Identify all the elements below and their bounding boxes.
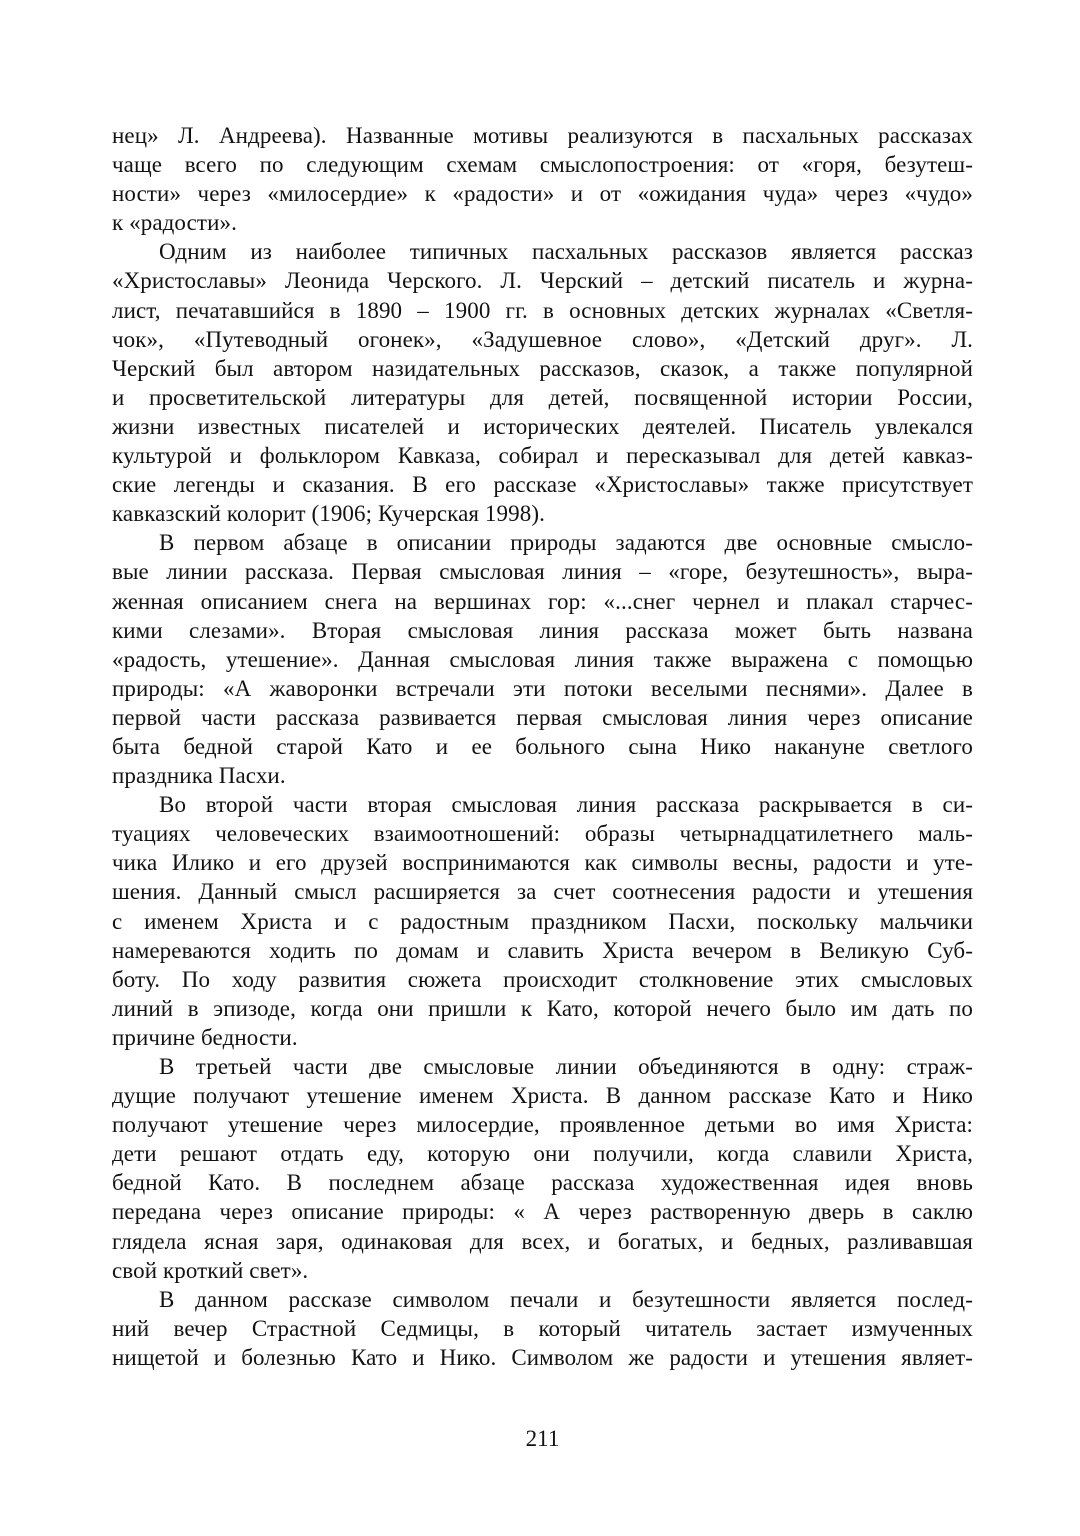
text-line: причине бедности. bbox=[112, 1024, 298, 1050]
text-line: и просветительской литературы для детей, посвященной истории России, bbox=[112, 384, 973, 410]
text-line: свой кроткий свет». bbox=[112, 1257, 309, 1283]
paragraph bbox=[112, 1052, 973, 1285]
text-line: нец» Л. Андреева). Названные мотивы реализуются в пасхальных рассказах bbox=[112, 123, 973, 148]
paragraph bbox=[112, 528, 973, 790]
text-line: кими слезами». Вторая смысловая линия рассказа может быть названа bbox=[112, 617, 973, 643]
text-line: кавказский колорит (1906; Кучерская 1998). bbox=[112, 501, 545, 527]
text-line: В данном рассказе символом печали и безутешности является послед- bbox=[159, 1286, 973, 1312]
text-line: шения. Данный смысл расширяется за счет соотнесения радости и утешения bbox=[112, 879, 973, 905]
text-line: Одним из наиболее типичных пасхальных рассказов является рассказ bbox=[159, 239, 973, 265]
paragraph bbox=[112, 237, 973, 528]
text-line: ний вечер Страстной Седмицы, в который читатель застает измученных bbox=[112, 1315, 973, 1341]
text-line: чаще всего по следующим схемам смыслопостроения: от «горя, безутеш- bbox=[112, 152, 973, 178]
text-line: передана через описание природы: « А через растворенную дверь в саклю bbox=[112, 1199, 973, 1225]
text-line: получают утешение через милосердие, проявленное детьми во имя Христа: bbox=[112, 1112, 973, 1138]
text-line: В первом абзаце в описании природы задаются две основные смысло- bbox=[159, 530, 973, 556]
paragraph bbox=[112, 790, 973, 1052]
text-line: ские легенды и сказания. В его рассказе «Христославы» также присутствует bbox=[112, 472, 973, 498]
text-block bbox=[112, 121, 973, 1372]
text-line: боту. По ходу развития сюжета происходит столкновение этих смысловых bbox=[112, 966, 973, 992]
text-line: нищетой и болезнью Като и Нико. Символом же радости и утешения являет- bbox=[112, 1344, 973, 1370]
text-line: «радость, утешение». Данная смысловая линия также выражена с помощью bbox=[112, 646, 973, 672]
paragraph bbox=[112, 121, 973, 237]
text-line: ности» через «милосердие» к «радости» и от «ожидания чуда» через «чудо» bbox=[112, 181, 973, 207]
text-line: дети решают отдать еду, которую они получили, когда славили Христа, bbox=[112, 1141, 973, 1167]
paragraph bbox=[112, 1285, 973, 1372]
text-line: намереваются ходить по домам и славить Христа вечером в Великую Суб- bbox=[112, 937, 973, 963]
text-line: В третьей части две смысловые линии объединяются в одну: страж- bbox=[159, 1054, 973, 1079]
text-line: природы: «А жаворонки встречали эти потоки веселыми песнями». Далее в bbox=[112, 675, 973, 701]
text-line: чок», «Путеводный огонек», «Задушевное слово», «Детский друг». Л. bbox=[112, 326, 973, 352]
text-line: лист, печатавшийся в 1890 – 1900 гг. в основных детских журналах «Светля- bbox=[112, 297, 973, 323]
text-line: быта бедной старой Като и ее больного сына Нико накануне светлого bbox=[112, 733, 973, 759]
text-line: чика Илико и его друзей воспринимаются как символы весны, радости и уте- bbox=[112, 850, 973, 876]
text-line: дущие получают утешение именем Христа. В данном рассказе Като и Нико bbox=[112, 1083, 973, 1109]
text-line: глядела ясная заря, одинаковая для всех, и богатых, и бедных, разливавшая bbox=[112, 1228, 973, 1254]
text-line: «Христославы» Леонида Черского. Л. Черский – детский писатель и журна- bbox=[112, 268, 973, 294]
text-line: Черский был автором назидательных рассказов, сказок, а также популярной bbox=[112, 355, 973, 381]
text-line: жизни известных писателей и исторических деятелей. Писатель увлекался bbox=[112, 413, 973, 439]
text-line: к «радости». bbox=[112, 210, 237, 236]
text-line: Во второй части вторая смысловая линия рассказа раскрывается в си- bbox=[159, 792, 973, 818]
text-line: бедной Като. В последнем абзаце рассказа художественная идея вновь bbox=[112, 1170, 973, 1196]
text-line: линий в эпизоде, когда они пришли к Като, которой нечего было им дать по bbox=[112, 995, 973, 1021]
text-line: женная описанием снега на вершинах гор: «...снег чернел и плакал старчес- bbox=[112, 588, 973, 614]
text-line: первой части рассказа развивается первая смысловая линия через описание bbox=[112, 704, 973, 730]
text-line: культурой и фольклором Кавказа, собирал и пересказывал для детей кавказ- bbox=[112, 443, 973, 469]
page-number: 211 bbox=[525, 1426, 560, 1451]
text-line: с именем Христа и с радостным праздником Пасхи, поскольку мальчики bbox=[112, 908, 973, 934]
text-line: вые линии рассказа. Первая смысловая линия – «горе, безутешность», выра- bbox=[112, 559, 973, 585]
text-line: туациях человеческих взаимоотношений: образы четырнадцатилетнего маль- bbox=[112, 821, 973, 847]
text-line: праздника Пасхи. bbox=[112, 763, 286, 789]
